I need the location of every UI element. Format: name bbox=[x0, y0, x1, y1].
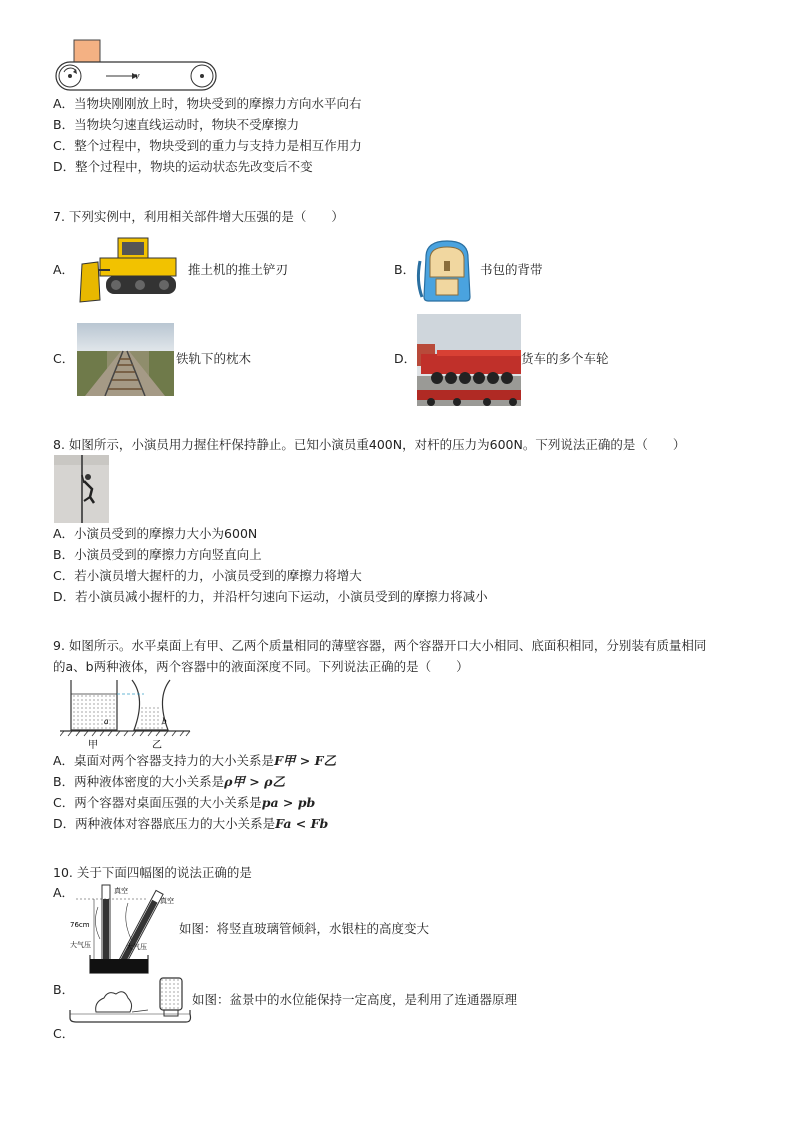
bonsai-water-figure bbox=[68, 974, 192, 1026]
liquid-a-label: a bbox=[104, 716, 109, 726]
q6-option-d: D．整个过程中，物块的运动状态先改变后不变 bbox=[53, 159, 313, 174]
q7-option-c-prefix: C． bbox=[53, 351, 75, 366]
vacuum-label-1: 真空 bbox=[114, 887, 128, 895]
truck-wheels-image bbox=[417, 314, 521, 406]
q8-stem: 8. 如图所示，小演员用力握住杆保持静止。已知小演员重400N，对杆的压力为600N。下列说法正确的是（ ） bbox=[53, 437, 686, 452]
height-76cm-label: 76cm bbox=[70, 921, 90, 929]
q8-option-a: A．小演员受到的摩擦力大小为600N bbox=[53, 526, 258, 541]
q10-option-a-text: 如图：将竖直玻璃管倾斜，水银柱的高度变大 bbox=[179, 921, 430, 936]
atm-pressure-label-1: 大气压 bbox=[70, 941, 91, 949]
q7-option-d-prefix: D． bbox=[394, 351, 417, 366]
railway-track-image bbox=[77, 323, 174, 396]
q7-stem: 7. 下列实例中，利用相关部件增大压强的是（ ） bbox=[53, 209, 344, 224]
q9-option-d: D．两种液体对容器底压力的大小关系是Fa < Fb bbox=[53, 816, 329, 831]
q9-option-a: A．桌面对两个容器支持力的大小关系是F甲 > F乙 bbox=[53, 753, 336, 768]
pole-climber-image bbox=[54, 455, 109, 523]
q10-option-b-text: 如图：盆景中的水位能保持一定高度，是利用了连通器原理 bbox=[192, 992, 518, 1007]
belt-velocity-label: v bbox=[135, 71, 140, 82]
q10-stem: 10. 关于下面四幅图的说法正确的是 bbox=[53, 865, 252, 880]
q6-option-b: B．当物块匀速直线运动时，物块不受摩擦力 bbox=[53, 117, 300, 132]
q8-option-b: B．小演员受到的摩擦力方向竖直向上 bbox=[53, 547, 262, 562]
q9-stem-line2: 的a、b两种液体，两个容器中的液面深度不同。下列说法正确的是（ ） bbox=[53, 659, 469, 674]
bulldozer-image bbox=[78, 234, 184, 306]
q9-option-b: B．两种液体密度的大小关系是ρ甲 > ρ乙 bbox=[53, 774, 285, 789]
q6-option-a: A．当物块刚刚放上时，物块受到的摩擦力方向水平向右 bbox=[53, 96, 362, 111]
container-jia-label: 甲 bbox=[88, 740, 98, 750]
q7-option-b-prefix: B． bbox=[394, 262, 416, 277]
liquid-b-label: b bbox=[162, 716, 167, 726]
vacuum-label-2: 真空 bbox=[160, 897, 174, 905]
q9-stem-line1: 9. 如图所示。水平桌面上有甲、乙两个质量相同的薄壁容器，两个容器开口大小相同、底面积相同，分别装有质量相同 bbox=[53, 638, 707, 653]
q7-option-a-text: 推土机的推土铲刃 bbox=[188, 262, 289, 277]
q7-option-a-prefix: A． bbox=[53, 262, 75, 277]
conveyor-belt-figure bbox=[52, 38, 222, 94]
atm-pressure-label-2: 大气压 bbox=[126, 943, 147, 951]
q10-option-a-prefix: A． bbox=[53, 885, 75, 900]
q8-option-d: D．若小演员减小握杆的力，并沿杆匀速向下运动，小演员受到的摩擦力将减小 bbox=[53, 589, 488, 604]
q7-option-d-text: 货车的多个车轮 bbox=[521, 351, 609, 366]
q9-option-c: C．两个容器对桌面压强的大小关系是pa > pb bbox=[53, 795, 316, 810]
q8-option-c: C．若小演员增大握杆的力，小演员受到的摩擦力将增大 bbox=[53, 568, 362, 583]
containers-figure bbox=[60, 678, 192, 750]
q6-option-c: C．整个过程中，物块受到的重力与支持力是相互作用力 bbox=[53, 138, 362, 153]
q10-option-c-prefix: C． bbox=[53, 1026, 75, 1041]
torricelli-experiment-figure bbox=[68, 883, 178, 977]
q10-option-b-prefix: B． bbox=[53, 982, 75, 997]
q7-option-c-text: 铁轨下的枕木 bbox=[176, 351, 252, 366]
backpack-image bbox=[414, 237, 480, 303]
q7-option-b-text: 书包的背带 bbox=[480, 262, 543, 277]
container-yi-label: 乙 bbox=[152, 740, 162, 750]
